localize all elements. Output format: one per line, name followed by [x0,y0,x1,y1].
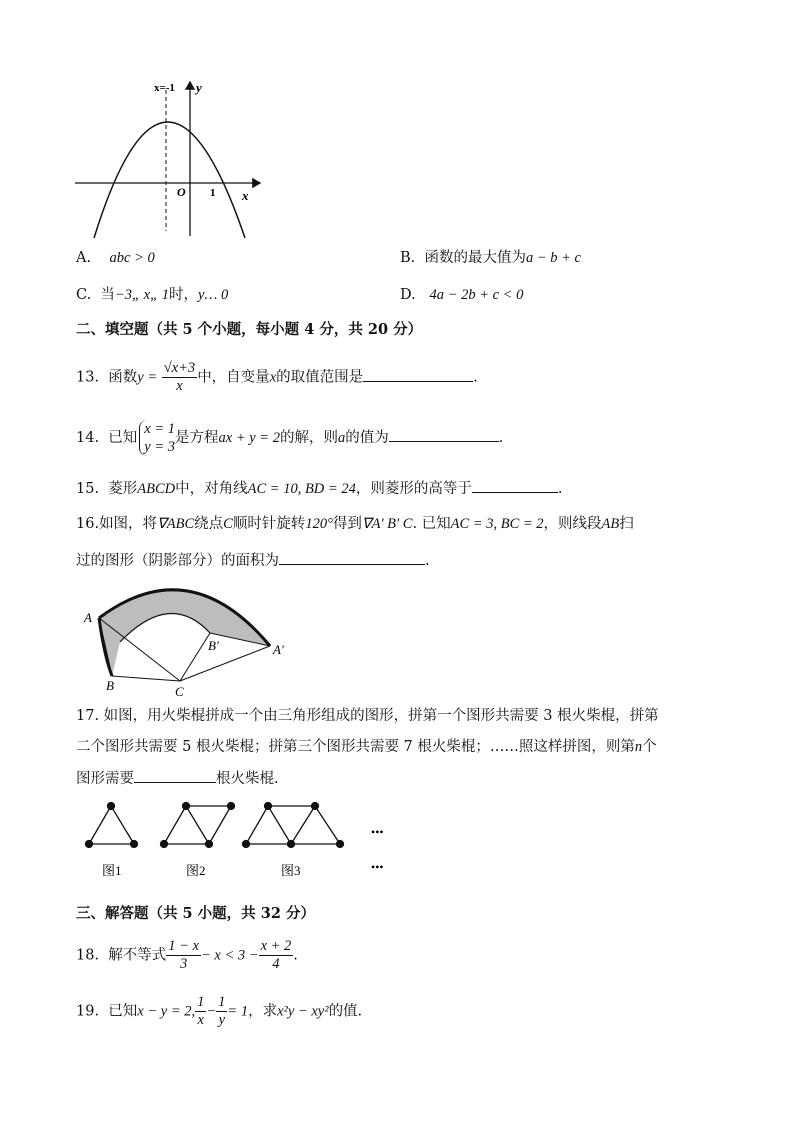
numerator: √x+3 [163,360,196,376]
equation-line: x = 1 [144,421,176,437]
parabola-graph [70,76,270,246]
question-13 [76,360,478,395]
math: 120° [305,516,333,532]
option-a [76,248,155,268]
question-16 [76,514,634,534]
question-number: 18. [76,947,100,964]
matchstick-figure [78,796,408,882]
x-axis-label: x [242,188,249,203]
rotation-figure [80,580,300,700]
text: 的值为 [345,430,389,446]
option-letter: C. [76,287,92,303]
math: a [337,430,346,446]
numerator: 1 − x [168,938,200,954]
math: − [206,1003,217,1020]
parabola-curve [94,122,245,238]
numerator: 1 [197,994,205,1010]
fraction [259,938,294,973]
math: n [634,739,643,755]
segment-ca-prime [180,646,270,681]
math: AB [601,516,620,532]
figure-1 [86,803,138,848]
text: 如图，用火柴棍拼成一个由三角形组成的图形，拼第一个图形共需要 3 根火柴棍，拼第 [103,708,659,724]
option-d [400,285,523,305]
option-letter: B. [400,250,416,266]
text: 扫 [619,516,634,532]
section-3-title: 三、解答题（共 5 小题，共 32 分） [76,905,315,922]
question-number: 15. [76,481,100,497]
text: 绕点 [194,516,224,532]
answer-blank[interactable] [363,367,473,382]
symmetry-label: x=-1 [154,82,175,94]
origin-label: O [177,185,186,199]
math: = 1 [227,1003,249,1020]
text: 的值. [328,1003,363,1020]
option-b [400,248,581,268]
question-number: 17. [76,708,100,724]
numerator: 1 [218,994,226,1010]
math: ABCD [137,481,176,497]
text: . [557,481,563,497]
label-c: C [175,684,184,699]
question-number: 16. [76,516,100,532]
text: 菱形 [108,481,138,497]
denominator: 4 [272,956,280,972]
question-15 [76,478,562,499]
math: ∇A' B' C [361,516,413,532]
option-text: 当 [100,287,115,303]
text: 二个图形共需要 5 根火柴棍；拼第三个图形共需要 7 根火柴棍；……照这样拼图，则第 [76,739,635,755]
text: 函数 [108,369,138,386]
text: 中，自变量 [197,369,270,386]
question-number: 19. [76,1003,100,1020]
figure-2 [161,803,235,848]
option-letter: D. [400,287,416,303]
option-letter: A. [76,250,92,266]
text: 的取值范围是 [276,369,364,386]
math: y = [137,369,158,386]
text: . 已知 [412,516,451,532]
text: 解不等式 [108,947,167,964]
equation-system [139,420,175,456]
option-c [76,285,228,305]
fraction [195,994,206,1029]
figure-3-caption: 图3 [281,863,301,878]
math: x − y = 2, [137,1003,196,1020]
text: 已知 [108,1003,138,1020]
text: 根火柴棍. [216,771,279,787]
denominator: 3 [180,956,188,972]
text: 的解，则 [279,430,338,446]
answer-blank[interactable] [279,550,425,565]
denominator: x [176,378,183,394]
math: − x < 3 − [201,947,259,964]
question-17-line2 [76,737,657,757]
text: 是方程 [175,430,219,446]
answer-blank[interactable] [134,768,216,783]
math: ax + y = 2 [218,430,280,446]
fraction [162,360,197,395]
y-axis-label: y [196,80,202,95]
text: 得到 [332,516,362,532]
math: AC = 10, BD = 24 [247,481,356,497]
question-16-line2 [76,550,430,571]
label-b: B [106,678,114,693]
label-a-prime: A′ [273,642,284,657]
text: . [425,553,430,569]
fraction [166,938,201,973]
math: x²y − xy² [277,1003,329,1020]
segment-bc [112,676,180,681]
continuation-dots-2: ••• [371,860,384,874]
text: ，求 [248,1003,278,1020]
option-expr: abc > 0 [109,250,155,266]
question-number: 14. [76,430,100,446]
question-14 [76,420,503,456]
text: 如图，将 [99,516,158,532]
answer-blank[interactable] [389,427,499,442]
answer-blank[interactable] [472,478,558,493]
option-text: 函数的最大值为 [424,250,526,266]
option-text: 时， [169,287,199,303]
text: 已知 [108,430,138,446]
denominator: x [197,1012,204,1028]
text: 个 [642,739,657,755]
text: 顺时针旋转 [232,516,306,532]
figure-2-caption: 图2 [186,863,206,878]
option-expr: −3„ x„ 1 [114,287,170,303]
option-expr: y… 0 [198,287,229,303]
label-a: A [84,610,92,625]
numerator: x + 2 [260,938,292,954]
text: 图形需要 [76,771,134,787]
text: ，则线段 [543,516,602,532]
figure-1-caption: 图1 [102,863,122,878]
segment-cb-prime [180,633,210,681]
continuation-dots-1: ••• [371,825,384,839]
text: . [498,430,504,446]
math: ∇ABC [157,516,195,532]
question-18 [76,938,298,973]
denominator: y [218,1012,225,1028]
question-17 [76,706,659,726]
section-2-title: 二、填空题（共 5 个小题，每小题 4 分，共 20 分） [76,321,423,338]
text: ，则菱形的高等于 [355,481,472,497]
option-expr: 4a − 2b + c < 0 [429,287,524,303]
tick-one-label: 1 [210,187,216,199]
label-b-prime: B′ [208,638,219,653]
equation-line: y = 3 [144,439,176,455]
question-19 [76,994,362,1029]
text: 中，对角线 [175,481,248,497]
figure-3 [243,803,344,848]
question-17-line3 [76,768,279,789]
math: AC = 3, BC = 2 [450,516,544,532]
text: 过的图形（阴影部分）的面积为 [76,553,279,569]
fraction [216,994,227,1029]
math: C [223,516,233,532]
math: x [269,369,277,386]
question-number: 13. [76,369,100,386]
option-expr: a − b + c [525,250,581,266]
text: . [293,947,298,964]
text: . [473,369,478,386]
